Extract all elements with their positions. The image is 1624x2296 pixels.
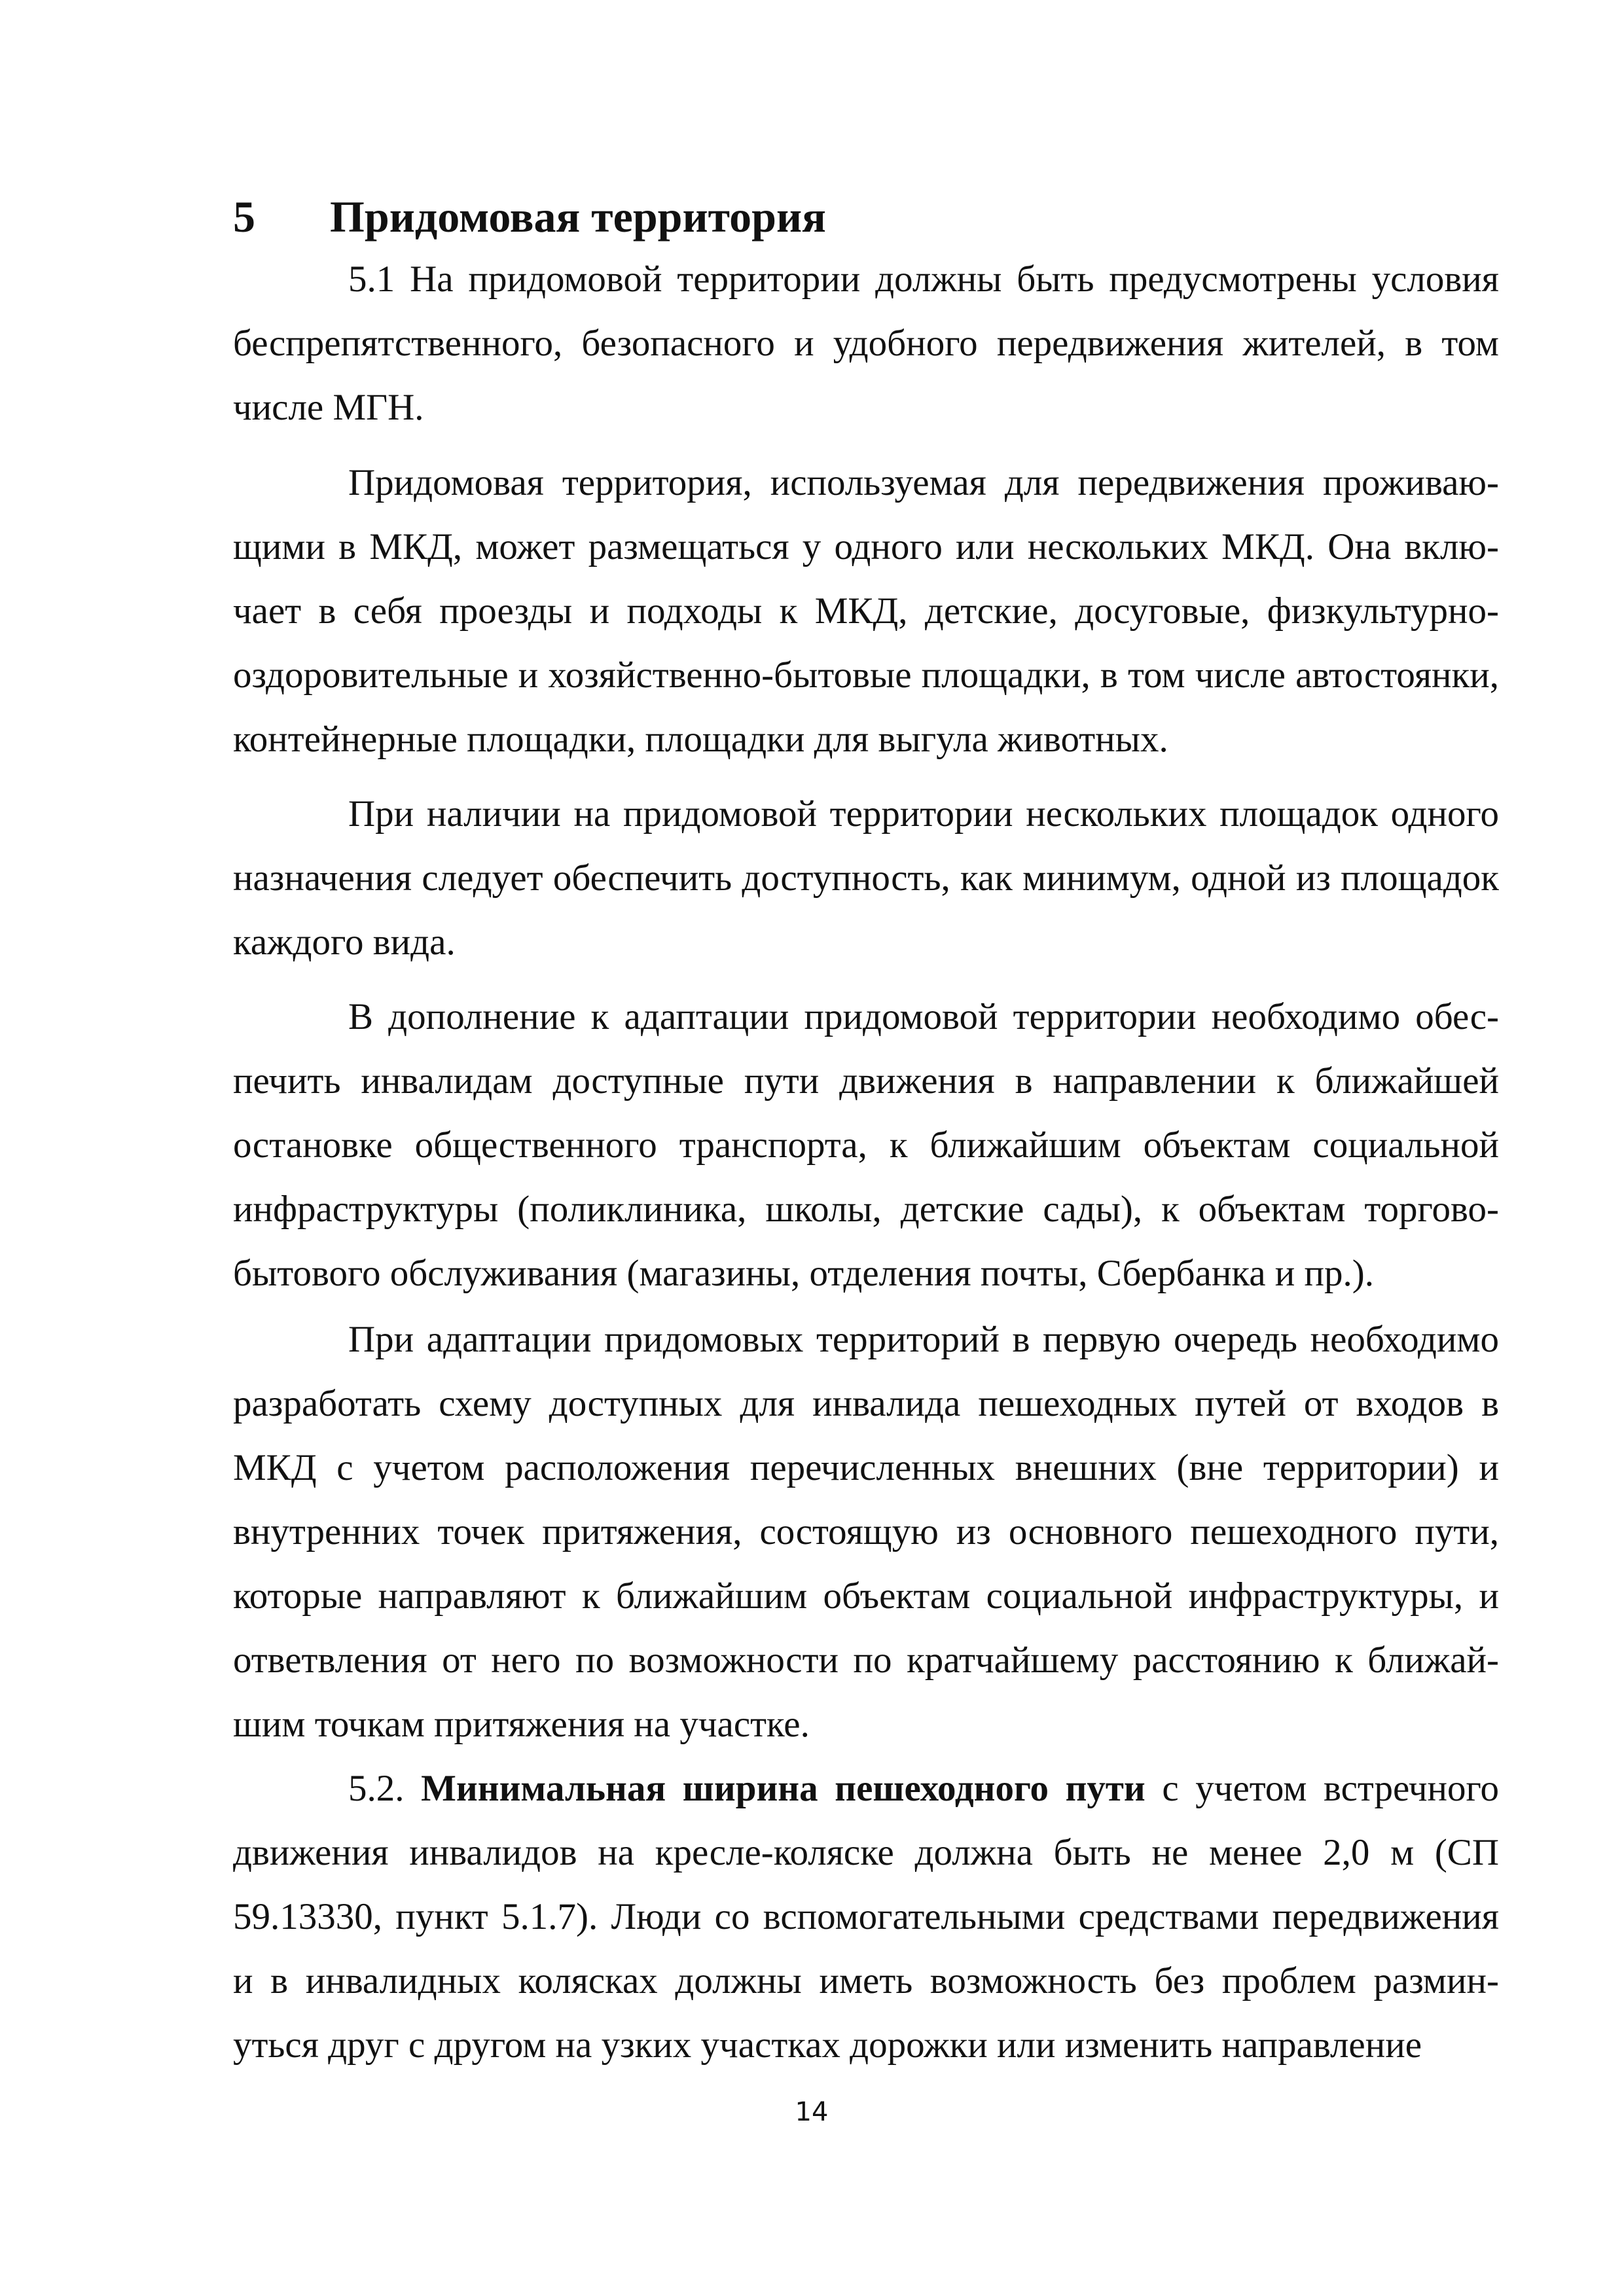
paragraph-5-2 <box>233 1757 1499 2077</box>
paragraph-5-1: 5.1 На придомовой территории должны быть предусмотрены условия беспрепятственного, безопасного и удобного передвижения жителей, в том числе МГН. <box>233 259 1499 428</box>
paragraph-5-2-text: с учетом встречного движения инвалидов на кресле-коляске должна быть не менее 2,0 м (СП 59.13330, пункт 5.1.7). Люди со вспомогательными средствами передвижения и в инвалидных колясках должны иметь возможность без проблем разминуться друг с другом на узких участках дорожки или изменить направление <box>233 1768 1500 2066</box>
paragraph-5-2-emphasis: Минимальная ширина пешеходного пути <box>421 1768 1146 1809</box>
section-title: Придомовая территория <box>330 191 826 242</box>
section-number: 5 <box>233 191 255 242</box>
paragraph-pedestrian-scheme: При адаптации придомовых территорий в первую очередь необходимо разработать схему доступных для инвалида пешеходных путей от входов в МКД с учетом расположения перечисленных внешних (вне территории) и внутренних точек притяжения, состоящую из основного пешеходного пути, которые направляют к ближайшим объектам социальной инфраструктуры, и ответвления от него по возможности по кратчайшему расстоянию к ближайшим точкам притяжения на участке. <box>233 1319 1499 1745</box>
section-heading <box>233 181 1411 253</box>
paragraph-5-2-number: 5.2. <box>348 1768 405 1809</box>
paragraph-playgrounds-accessibility: При наличии на придомовой территории нескольких площадок одного назначения следует обеспечить доступность, как минимум, одной из площадок каждого вида. <box>233 793 1499 963</box>
page-number: 14 <box>795 2097 829 2127</box>
paragraph-territory-composition: Придомовая территория, используемая для передвижения проживающими в МКД, может размещаться у одного или нескольких МКД. Она включает в себя проезды и подходы к МКД, детские, досуговые, физкультурно-оздоровительные и хозяйственно-бытовые площадки, в том числе автостоянки, контейнерные площадки, площадки для выгула животных. <box>233 462 1499 760</box>
paragraph-accessible-routes: В дополнение к адаптации придомовой территории необходимо обеспечить инвалидам доступные пути движения в направлении к ближайшей остановке общественного транспорта, к ближайшим объектам социальной инфраструктуры (поликлиника, школы, детские сады), к объектам торгово-бытового обслуживания (магазины, отделения почты, Сбербанка и пр.). <box>233 996 1499 1294</box>
